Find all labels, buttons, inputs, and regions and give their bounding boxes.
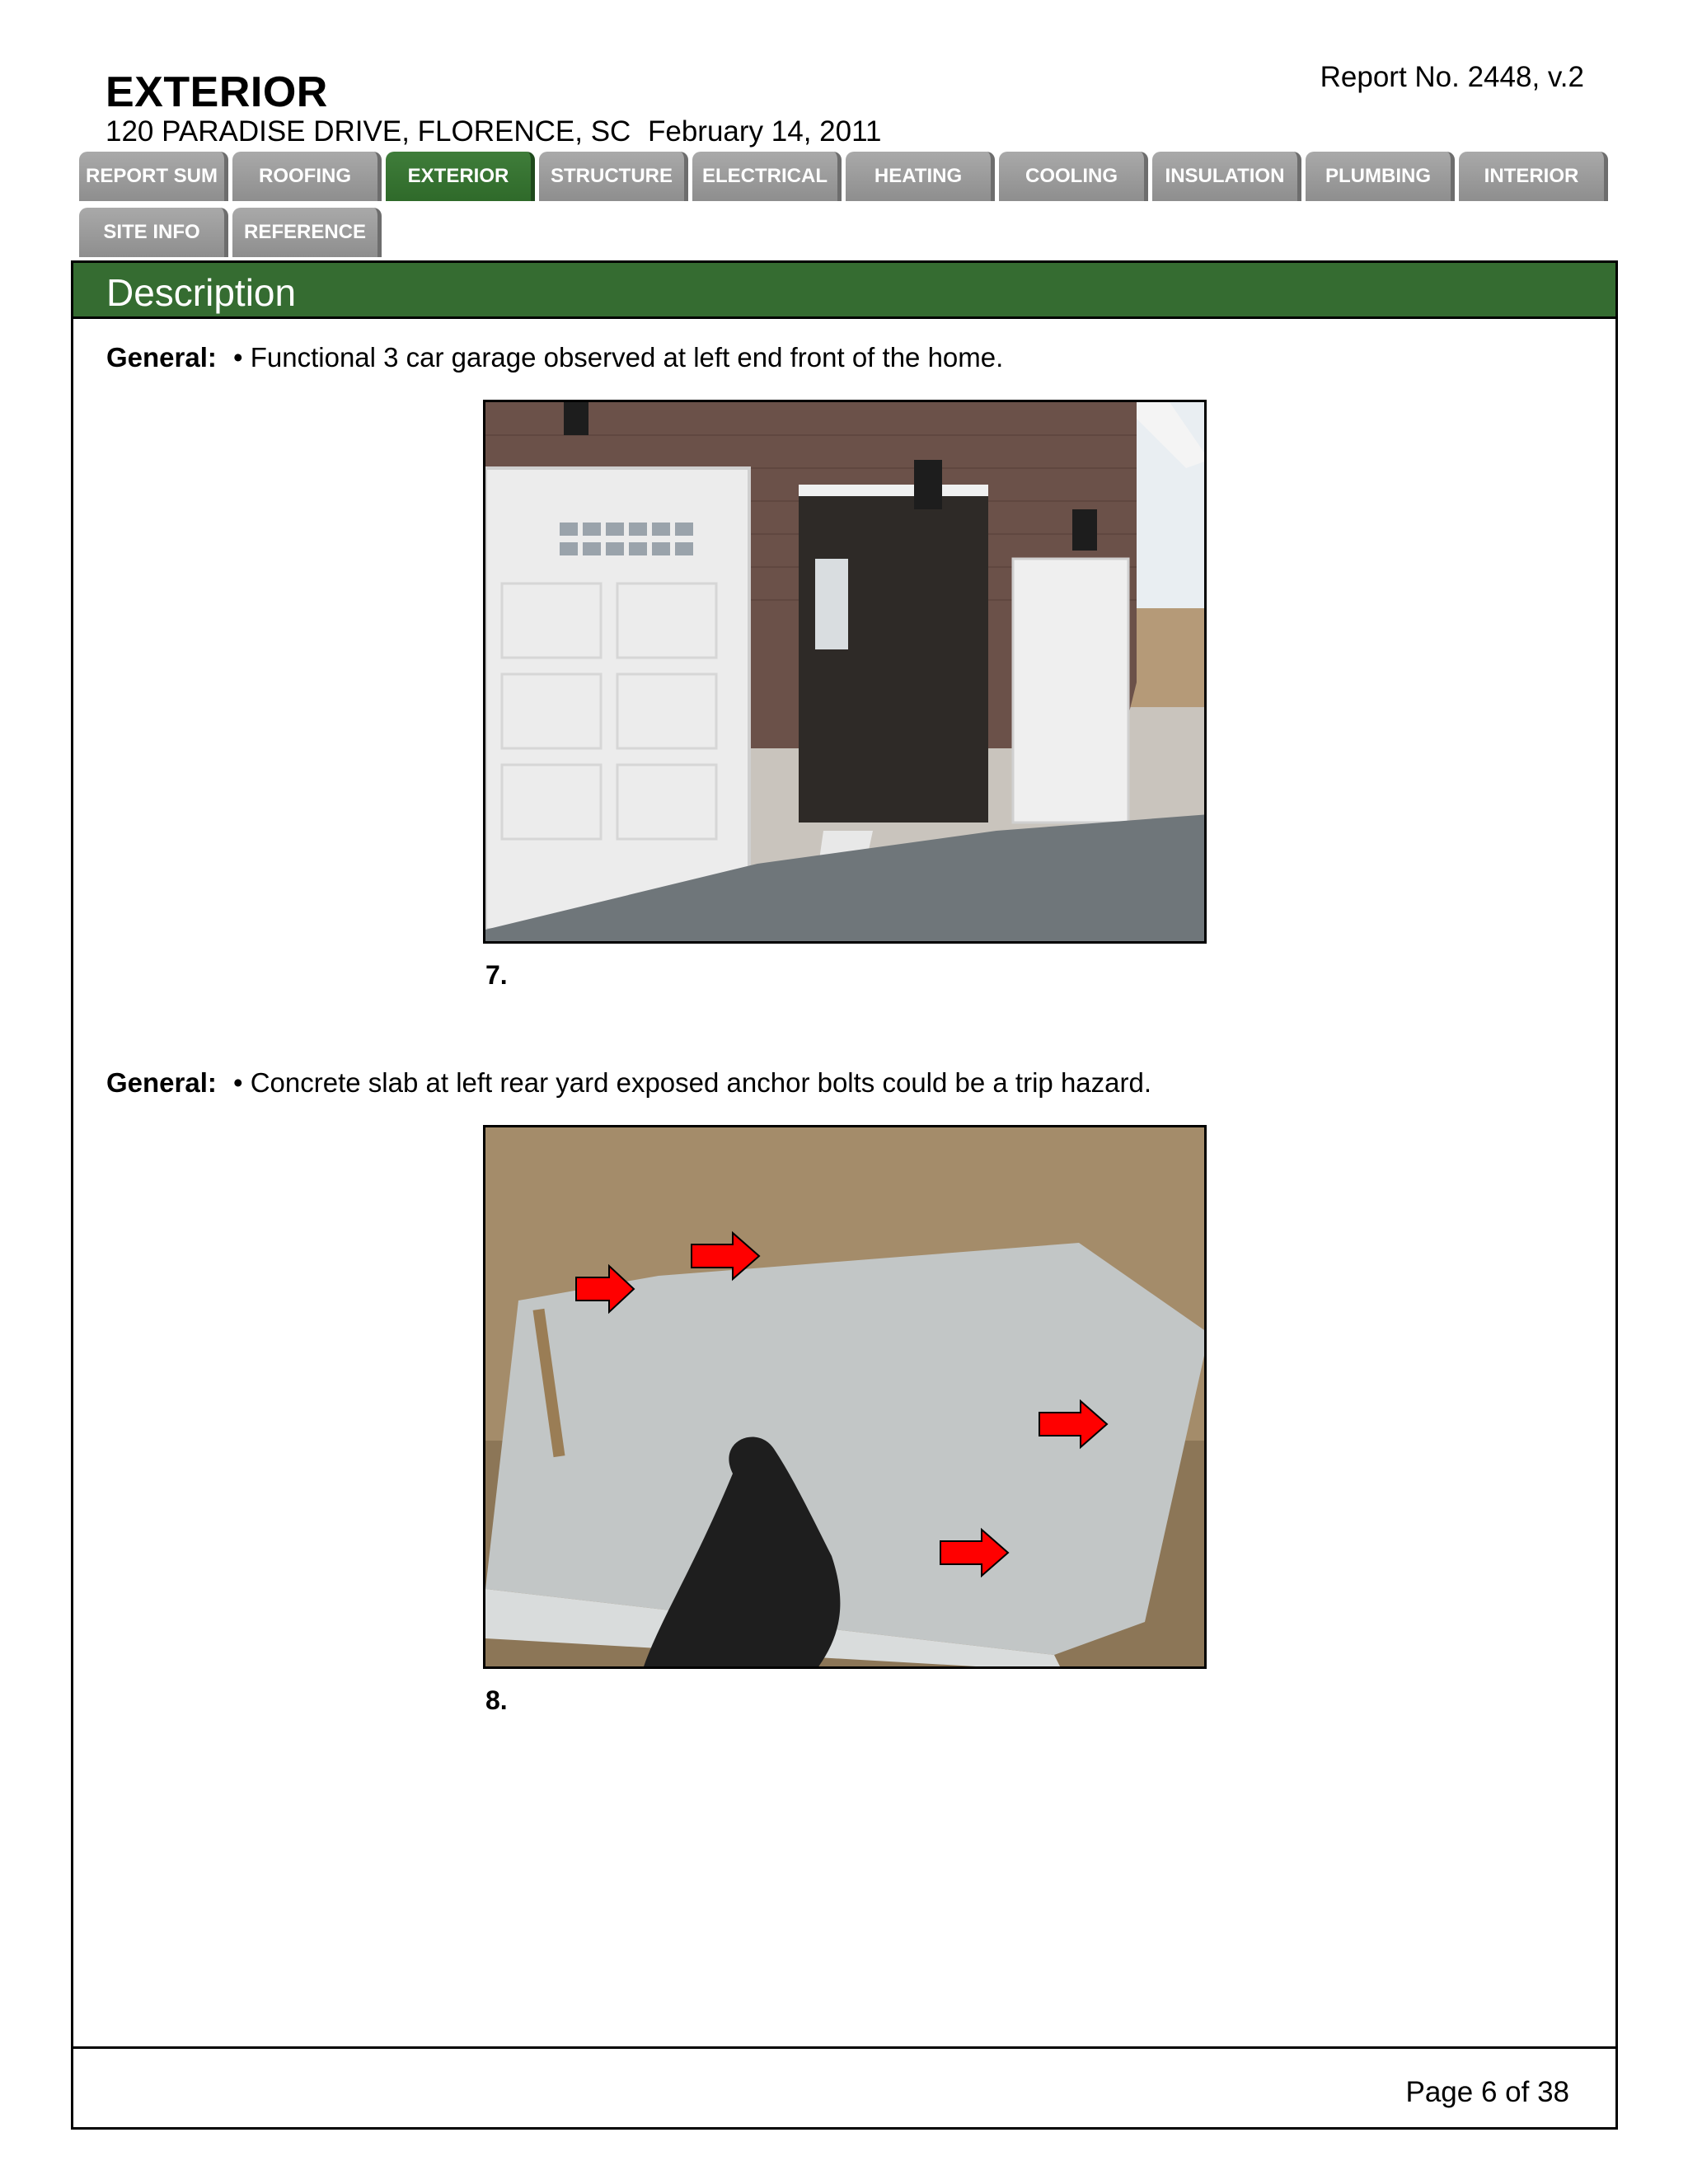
item-text: • Concrete slab at left rear yard exposed anchor bolts could be a trip hazard.: [233, 1067, 1152, 1098]
tab-structure[interactable]: STRUCTURE: [539, 152, 688, 201]
tab-interior[interactable]: INTERIOR: [1459, 152, 1608, 201]
photo-caption: 8.: [485, 1685, 508, 1715]
photo-caption: 7.: [485, 960, 508, 990]
item-text: • Functional 3 car garage observed at left end front of the home.: [233, 342, 1004, 373]
item-label: General:: [106, 1067, 217, 1098]
tab-heating[interactable]: HEATING: [846, 152, 995, 201]
tab-insulation[interactable]: INSULATION: [1152, 152, 1301, 201]
footer-divider: [73, 2046, 1615, 2049]
tab-site-info[interactable]: SITE INFO: [79, 208, 228, 257]
content-frame: [71, 260, 1618, 2130]
tab-report-sum[interactable]: REPORT SUM: [79, 152, 228, 201]
tab-roofing[interactable]: ROOFING: [232, 152, 382, 201]
tab-reference[interactable]: REFERENCE: [232, 208, 382, 257]
tab-electrical[interactable]: ELECTRICAL: [692, 152, 842, 201]
tab-exterior[interactable]: EXTERIOR: [386, 152, 535, 201]
page-title: EXTERIOR: [106, 68, 328, 116]
page-number: Page 6 of 38: [1405, 2076, 1569, 2108]
report-number: Report No. 2448, v.2: [1320, 61, 1584, 93]
tab-cooling[interactable]: COOLING: [999, 152, 1148, 201]
item-label: General:: [106, 342, 217, 373]
garage-photo: [483, 400, 1207, 944]
address: 120 PARADISE DRIVE, FLORENCE, SC: [106, 115, 631, 148]
tab-plumbing[interactable]: PLUMBING: [1306, 152, 1455, 201]
report-date: February 14, 2011: [648, 115, 882, 148]
section-header: [73, 263, 1615, 319]
section-title: Description: [106, 271, 297, 314]
concrete-slab-photo: [483, 1125, 1207, 1669]
